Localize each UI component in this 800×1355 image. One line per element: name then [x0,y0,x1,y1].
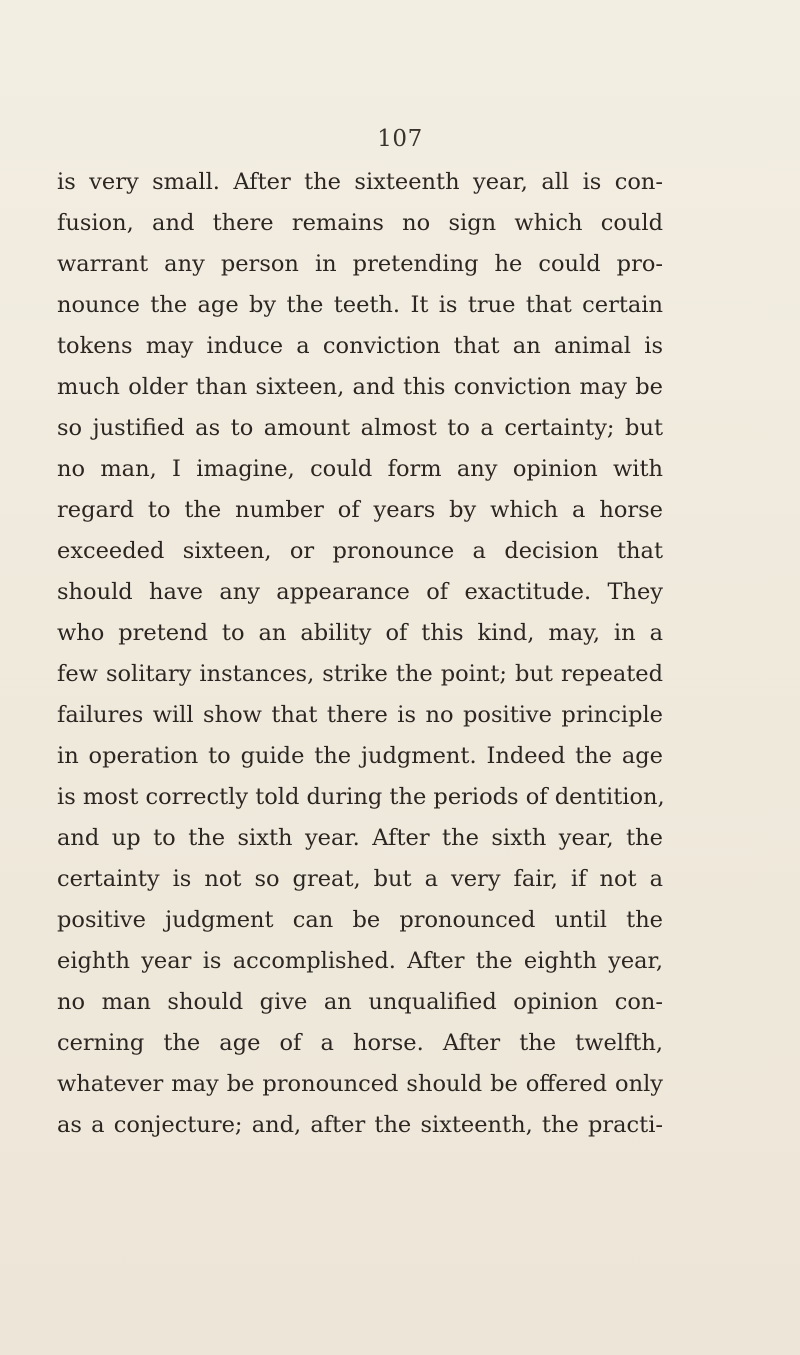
text-line: whatever may be pronounced should be offered only [57,1071,663,1097]
text-line: should have any appearance of exactitude. They [57,579,663,605]
text-line: cerning the age of a horse. After the twelfth, [57,1030,663,1056]
page-number: 107 [377,126,423,152]
text-line: nounce the age by the teeth. It is true that certain [57,292,663,318]
text-line: certainty is not so great, but a very fair, if not a [57,866,663,892]
text-line: exceeded sixteen, or pronounce a decision that [57,538,663,564]
text-line: is very small. After the sixteenth year, all is con- [57,169,663,195]
text-line: few solitary instances, strike the point; but repeated [57,661,663,687]
text-line: eighth year is accomplished. After the eighth year, [57,948,663,974]
text-line: and up to the sixth year. After the sixth year, the [57,825,663,851]
text-line: who pretend to an ability of this kind, may, in a [57,620,663,646]
text-line: no man should give an unqualified opinion con- [57,989,663,1015]
text-line: is most correctly told during the periods of dentition, [57,784,665,810]
text-line: positive judgment can be pronounced until the [57,907,663,933]
text-line: failures will show that there is no positive principle [57,702,663,728]
text-line: so justified as to amount almost to a certainty; but [57,415,663,441]
body-text [57,162,663,1146]
text-line: in operation to guide the judgment. Indeed the age [57,743,663,769]
text-line: warrant any person in pretending he could pro- [57,251,663,277]
text-line: no man, I imagine, could form any opinion with [57,456,663,482]
text-line: regard to the number of years by which a horse [57,497,663,523]
text-line: tokens may induce a conviction that an animal is [57,333,663,359]
text-line: as a conjecture; and, after the sixteenth, the practi- [57,1112,663,1138]
text-line: fusion, and there remains no sign which could [57,210,663,236]
text-line: much older than sixteen, and this conviction may be [57,374,663,400]
